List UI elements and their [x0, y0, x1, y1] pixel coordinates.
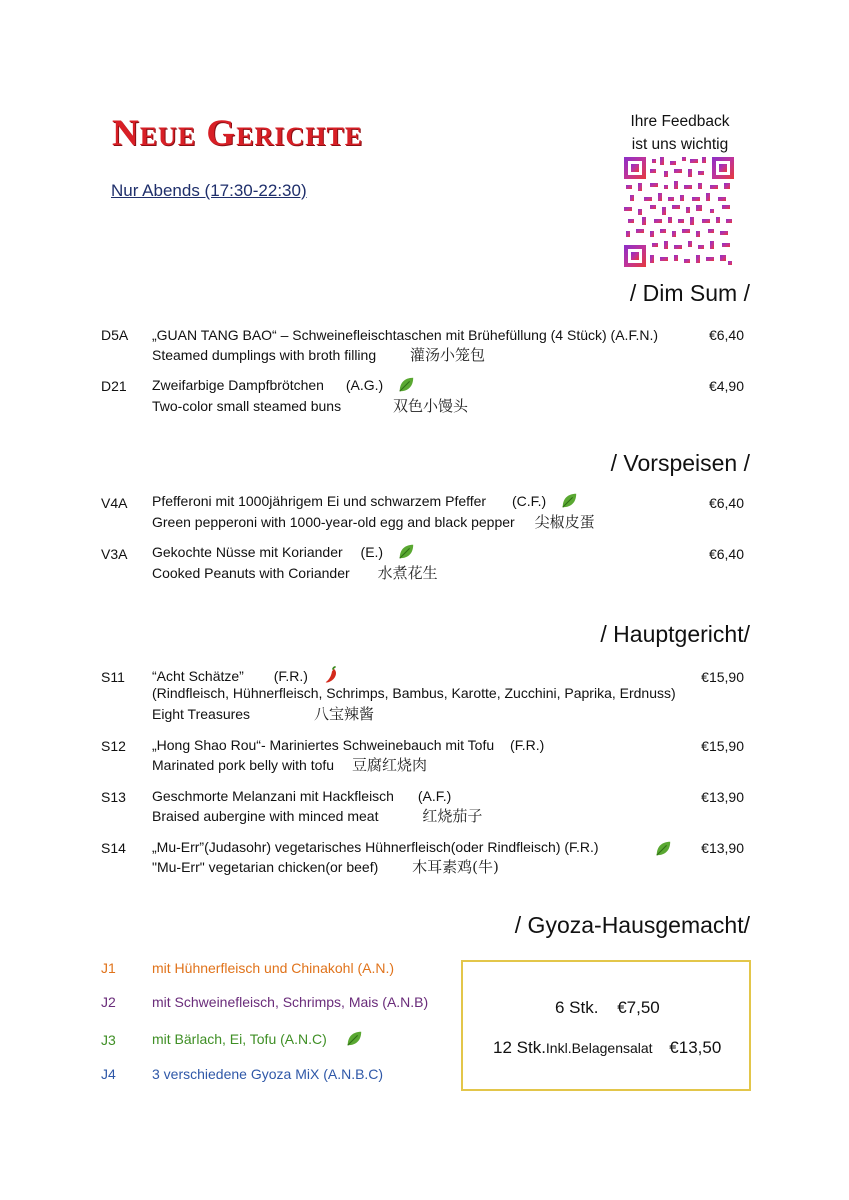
item-price: €15,90: [701, 669, 744, 685]
item-name-de-row: [152, 543, 415, 561]
item-name-de: „Hong Shao Rou“- Mariniertes Schweinebauch mit Tofu: [152, 737, 495, 753]
item-name-de-row: [152, 788, 451, 804]
item-allergens: (E.): [360, 544, 384, 560]
item-name-en-row: [152, 511, 595, 532]
item-name-de-row: [152, 492, 578, 510]
item-name-de: Gekochte Nüsse mit Koriander: [152, 544, 343, 560]
item-name-en-row: [152, 703, 374, 724]
item-name-de: Pfefferoni mit 1000jährigem Ei und schwarzem Pfeffer: [152, 493, 487, 509]
item-name-de: Zweifarbige Dampfbrötchen: [152, 377, 324, 393]
item-name-en: Cooked Peanuts with Coriander: [152, 565, 350, 581]
item-code: D21: [101, 378, 127, 394]
opening-hours-subtitle: Nur Abends (17:30-22:30): [111, 181, 307, 200]
gyoza-price-6-row: [555, 998, 660, 1018]
gyoza-price-12: €13,50: [669, 1038, 722, 1057]
item-price: €13,90: [701, 789, 744, 805]
item-price: €6,40: [708, 327, 744, 343]
item-name-zh: 八宝辣酱: [313, 705, 374, 723]
item-price: €15,90: [701, 738, 744, 754]
item-name-en: "Mu-Err" vegetarian chicken(or beef): [152, 859, 379, 875]
item-name-zh: 水煮花生: [377, 564, 438, 582]
item-name-de-row: [152, 737, 544, 753]
page-title: Neue Gerichte: [112, 113, 364, 154]
section-heading-vorspeisen: / Vorspeisen /: [610, 450, 750, 476]
item-allergens: (A.G.): [345, 377, 384, 393]
chili-icon: [324, 666, 340, 684]
item-allergens: (F.R.): [510, 737, 545, 753]
feedback-line-2: ist uns wichtig: [631, 136, 729, 153]
feedback-line-1: Ihre Feedback: [630, 113, 730, 130]
item-name-de: “Acht Schätze”: [152, 668, 244, 684]
item-name-de-row: [152, 666, 340, 684]
gyoza-price-12-row: [493, 1038, 721, 1058]
item-name-en: Braised aubergine with minced meat: [152, 808, 379, 824]
section-heading-gyoza: / Gyoza-Hausgemacht/: [514, 912, 750, 938]
item-name-en-row: [152, 754, 427, 775]
gyoza-qty-6: 6 Stk.: [555, 998, 599, 1017]
section-heading-hauptgericht: / Hauptgericht/: [600, 621, 750, 647]
gyoza-qty-12: 12 Stk.: [493, 1038, 546, 1057]
item-ingredients: (Rindfleisch, Hühnerfleisch, Schrimps, Bambus, Karotte, Zucchini, Paprika, Erdnuss): [152, 685, 676, 701]
item-name-en-row: [152, 395, 468, 416]
item-name-zh: 尖椒皮蛋: [534, 513, 595, 531]
leaf-icon: [397, 543, 415, 561]
item-code: J4: [101, 1066, 116, 1082]
gyoza-item-text: mit Bärlach, Ei, Tofu (A.N.C): [152, 1031, 327, 1047]
item-price: €6,40: [708, 546, 744, 562]
item-name-en: Green pepperoni with 1000-year-old egg and black pepper: [152, 514, 515, 530]
leaf-icon: [654, 840, 672, 858]
item-code: V3A: [101, 546, 128, 562]
gyoza-item-text: mit Schweinefleisch, Schrimps, Mais (A.N.B): [152, 994, 429, 1010]
item-name-zh: 红烧茄子: [422, 807, 483, 825]
feedback-note: [612, 110, 748, 156]
item-name-zh: 豆腐红烧肉: [351, 756, 427, 774]
leaf-icon: [560, 492, 578, 510]
gyoza-price-box: [461, 960, 751, 1091]
item-code: D5A: [101, 327, 129, 343]
gyoza-note-12: Inkl.Belagensalat: [545, 1040, 653, 1056]
item-name-de: „GUAN TANG BAO“ – Schweinefleischtaschen mit Brühefüllung (4 Stück) (A.F.N.): [152, 327, 658, 343]
item-name-zh: 木耳素鸡(牛): [412, 858, 499, 876]
item-name-de: „Mu-Err”(Judasohr) vegetarisches Hühnerfleisch(oder Rindfleisch) (F.R.): [152, 839, 599, 855]
section-heading-dimsum: / Dim Sum /: [629, 280, 750, 306]
item-code: S12: [101, 738, 126, 754]
item-allergens: (C.F.): [511, 493, 547, 509]
gyoza-price-6: €7,50: [617, 998, 660, 1017]
item-name-en: Marinated pork belly with tofu: [152, 757, 335, 773]
item-name-de-row: [152, 376, 415, 394]
item-allergens: (A.F.): [417, 788, 452, 804]
gyoza-item-text: 3 verschiedene Gyoza MiX (A.N.B.C): [152, 1066, 384, 1082]
leaf-icon: [397, 376, 415, 394]
item-code: S13: [101, 789, 126, 805]
item-code: J2: [101, 994, 116, 1010]
item-price: €4,90: [708, 378, 744, 394]
item-name-en-row: [152, 562, 438, 583]
item-code: J1: [101, 960, 116, 976]
leaf-icon: [345, 1030, 363, 1048]
item-code: V4A: [101, 495, 128, 511]
item-allergens: (F.R.): [273, 668, 308, 684]
item-name-zh: 灌汤小笼包: [410, 346, 486, 364]
item-code: J3: [101, 1032, 116, 1048]
item-name-zh: 双色小馒头: [392, 397, 468, 415]
item-name-en-row: [152, 805, 482, 826]
item-name-en-row: [152, 856, 499, 877]
item-price: €13,90: [701, 840, 744, 856]
item-name-en: Steamed dumplings with broth filling: [152, 347, 377, 363]
item-name-de: Geschmorte Melanzani mit Hackfleisch: [152, 788, 394, 804]
item-code: S14: [101, 840, 126, 856]
item-price: €6,40: [708, 495, 744, 511]
item-name-en: Eight Treasures: [152, 706, 251, 722]
item-name-en: Two-color small steamed buns: [152, 398, 342, 414]
item-name-en-row: [152, 344, 485, 365]
gyoza-item-text: mit Hühnerfleisch und Chinakohl (A.N.): [152, 960, 394, 976]
gyoza-item-row: [152, 1030, 363, 1048]
qr-code-icon[interactable]: [624, 157, 734, 267]
item-code: S11: [101, 669, 125, 685]
